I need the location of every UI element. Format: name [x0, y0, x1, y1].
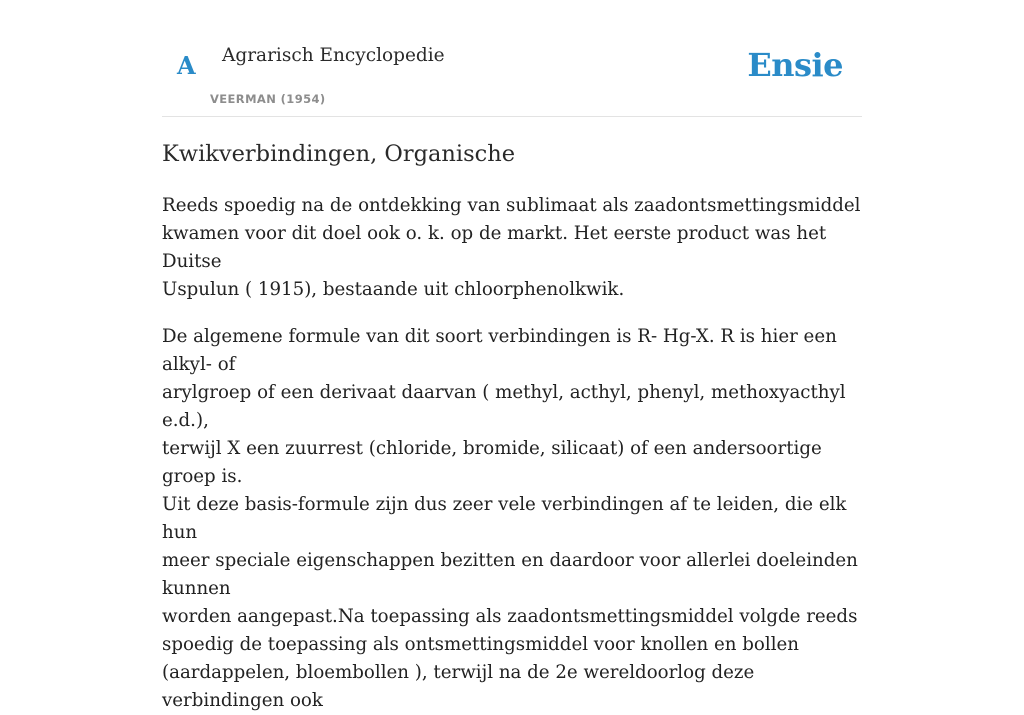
paragraph-line: Reeds spoedig na de ontdekking van sublimaat als zaadontsmettingsmiddel — [162, 195, 861, 216]
article-paragraph-2 — [162, 323, 866, 715]
ensie-logo-link[interactable]: Ensie — [747, 46, 843, 84]
author-label: VEERMAN (1954) — [210, 92, 326, 106]
paragraph-line: worden aangepast.Na toepassing als zaadontsmettingsmiddel volgde reeds — [162, 606, 858, 627]
header — [162, 0, 862, 117]
article-title: Kwikverbindingen, Organische — [162, 141, 516, 167]
paragraph-line: spoedig de toepassing als ontsmettingsmiddel voor knollen en bollen — [162, 634, 799, 655]
paragraph-line: meer speciale eigenschappen bezitten en daardoor voor allerlei doeleinden kunnen — [162, 550, 858, 599]
paragraph-line: Uit deze basis-formule zijn dus zeer vele verbindingen af te leiden, die elk hun — [162, 494, 847, 543]
article-paragraph-1 — [162, 192, 866, 304]
paragraph-line: Uspulun ( 1915), bestaande uit chloorphenolkwik. — [162, 279, 625, 300]
paragraph-line: (aardappelen, bloembollen ), terwijl na de 2e wereldoorlog deze verbindingen ook — [162, 662, 755, 711]
encyclopedia-title-link[interactable]: Agrarisch Encyclopedie — [222, 45, 445, 66]
paragraph-line: kwamen voor dit doel ook o. k. op de markt. Het eerste product was het Duitse — [162, 223, 827, 272]
paragraph-line: arylgroep of een derivaat daarvan ( methyl, acthyl, phenyl, methoxyacthyl e.d.), — [162, 382, 846, 431]
paragraph-line: De algemene formule van dit soort verbindingen is R- Hg-X. R is hier een alkyl- of — [162, 326, 837, 375]
encyclopedia-letter-icon[interactable]: A — [177, 51, 196, 80]
paragraph-line: terwijl X een zuurrest (chloride, bromide, silicaat) of een andersoortige groep is. — [162, 438, 822, 487]
article — [162, 138, 866, 715]
